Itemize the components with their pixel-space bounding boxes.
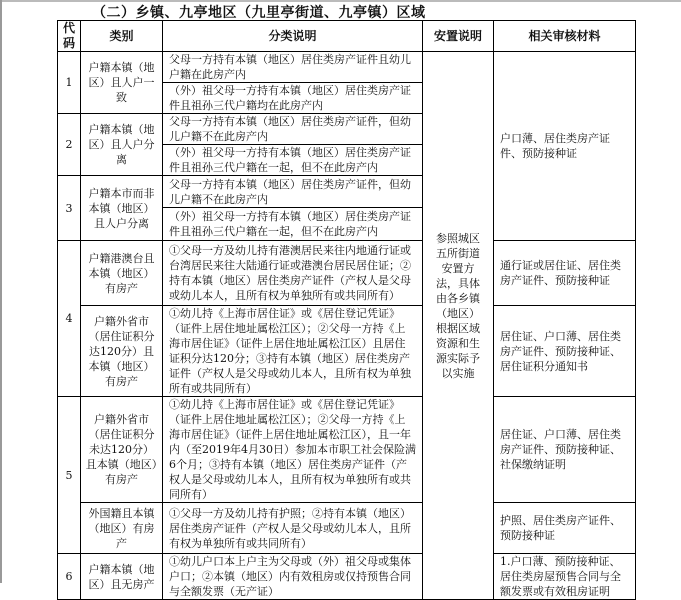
row-category: 户籍本市而非本镇（地区）且人户分离 bbox=[81, 176, 163, 241]
row-description: ①父母一方及幼儿持有港澳居民来往内地通行证或台湾居民来往大陆通行证或港澳台居民居住证；②持有本镇（地区）居住类房产证件（产权人是父母或幼儿本人，且所有权为单独所有或共同所有） bbox=[163, 241, 423, 306]
header-placement: 安置说明 bbox=[423, 21, 494, 52]
row-description: 父母一方持有本镇（地区）居住类房产证件且幼儿户籍在此房产内 bbox=[163, 52, 423, 83]
row-description: （外）祖父母一方持有本镇（地区）居住类房产证件且祖孙三代户籍在一起，但不在此房产内 bbox=[163, 145, 423, 176]
table-row bbox=[58, 52, 636, 83]
row-description: 父母一方持有本镇（地区）居住类房产证件，但幼儿户籍不在此房产内 bbox=[163, 114, 423, 145]
table-header-row bbox=[58, 21, 636, 52]
header-description: 分类说明 bbox=[163, 21, 423, 52]
row-code: 3 bbox=[58, 176, 81, 241]
table-row bbox=[58, 397, 636, 503]
row-materials: 1.户口薄、预防接种证、居住类房屋预售合同与全额发票或有效租房证明 bbox=[494, 554, 636, 600]
row-category: 户籍港澳台且本镇（地区）有房产 bbox=[81, 241, 163, 306]
row-description: ①幼儿持《上海市居住证》或《居住登记凭证》（证件上居住地址属松江区）；②父母一方持《上海市居住证》（证件上居住地址属松江区）且居住证积分达120分；③持有本镇（地区）居住类房产证件（产权人是父母或幼儿本人，且所有权为单独所有或共同所有） bbox=[163, 306, 423, 397]
row-code: 2 bbox=[58, 114, 81, 176]
row-category: 外国籍且本镇（地区）有房产 bbox=[81, 503, 163, 554]
header-code: 代码 bbox=[58, 21, 81, 52]
row-code: 5 bbox=[58, 397, 81, 554]
row-description: （外）祖父母一方持有本镇（地区）居住类房产证件且祖孙三代户籍均在此房产内 bbox=[163, 83, 423, 114]
table-row bbox=[58, 241, 636, 306]
table-row bbox=[58, 503, 636, 554]
row-description: ①父母一方及幼儿持有护照；②持有本镇（地区）居住类房产证件（产权人是父母或幼儿本人，且所有权为单独所有或共同所有） bbox=[163, 503, 423, 554]
row-category: 户籍本镇（地区）且人户一致 bbox=[81, 52, 163, 114]
row-category: 户籍本镇（地区）且无房产 bbox=[81, 554, 163, 600]
row-category: 户籍外省市（居住证积分未达120分）且本镇（地区）有房产 bbox=[81, 397, 163, 503]
enrollment-category-table bbox=[57, 20, 636, 600]
table-row bbox=[58, 306, 636, 397]
table-row bbox=[58, 554, 636, 600]
row-category: 户籍外省市（居住证积分达120分）且本镇（地区）有房产 bbox=[81, 306, 163, 397]
placement-note bbox=[423, 52, 494, 600]
row-description: 父母一方持有本镇（地区）居住类房产证件，但幼儿户籍不在此房产内 bbox=[163, 176, 423, 208]
row-description: （外）祖父母一方持有本镇（地区）居住类房产证件且祖孙三代户籍在一起，但不在此房产内 bbox=[163, 208, 423, 241]
row-category: 户籍本镇（地区）且人户分离 bbox=[81, 114, 163, 176]
header-materials: 相关审核材料 bbox=[494, 21, 636, 52]
row-code: 1 bbox=[58, 52, 81, 114]
row-code: 4 bbox=[58, 241, 81, 397]
row-description: ①幼儿持《上海市居住证》或《居住登记凭证》（证件上居住地址属松江区）；②父母一方持《上海市居住证》（证件上居住地址属松江区），且一年内（至2019年4月30日）参加本市职工社会保险满6个月；③持有本镇（地区）居住类房产证件（产权人是父母或幼儿本人，且所有权为单独所有或共同所有） bbox=[163, 397, 423, 503]
row-code: 6 bbox=[58, 554, 81, 600]
row-materials: 户口薄、居住类房产证件、预防接种证 bbox=[494, 52, 636, 241]
row-materials: 通行证或居住证、居住类房产证件、预防接种证 bbox=[494, 241, 636, 306]
row-materials: 居住证、户口薄、居住类房产证件、预防接种证、社保缴纳证明 bbox=[494, 397, 636, 503]
placement-text: 参照城区五所街道安置方法，具体由各乡镇（地区）根据区域资源和生源实际予以实施 bbox=[436, 231, 480, 380]
page-left-edge bbox=[0, 0, 2, 583]
section-title: （二）乡镇、九亭地区（九里亭街道、九亭镇）区域 bbox=[92, 5, 426, 21]
header-category: 类别 bbox=[81, 21, 163, 52]
row-description: ①幼儿户口本上户主为父母或（外）祖父母或集体户口；②本镇（地区）内有效租房或仅持预售合同与全额发票（无产证） bbox=[163, 554, 423, 600]
row-materials: 护照、居住类房产证件、预防接种证 bbox=[494, 503, 636, 554]
row-materials: 居住证、户口薄、居住类房产证件、预防接种证、居住证积分通知书 bbox=[494, 306, 636, 397]
